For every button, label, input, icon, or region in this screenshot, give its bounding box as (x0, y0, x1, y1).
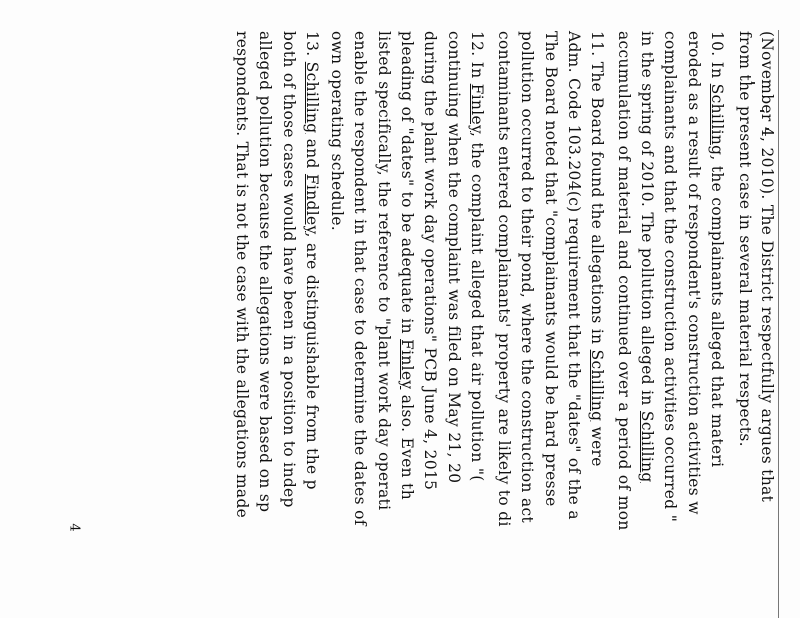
body-text-line (661, 31, 679, 522)
body-text-line (421, 31, 439, 490)
page-number: 4 (66, 523, 82, 532)
text-run: pleading of "dates" to be adequate in (398, 31, 416, 340)
body-text-line (518, 31, 536, 523)
text-run: 12. In (468, 31, 486, 84)
body-text-line (495, 31, 513, 527)
body-text-line (303, 31, 321, 490)
text-run: during the plant work day operations" PCB June 4, 2015 (421, 31, 439, 491)
text-run: accumulation of material and continued over a period of mon (615, 31, 633, 531)
text-run: complainants and that the construction activities occurred " (661, 31, 679, 523)
case-name-underlined: Finley (398, 339, 416, 390)
body-text-line (445, 31, 463, 483)
text-run: listed specifically, the reference to "plant work day operati (375, 31, 393, 511)
text-run: were (588, 421, 606, 467)
text-run: The Board noted that "complainants would be hard presse (542, 31, 560, 507)
case-name-underlined: Finley (468, 83, 486, 132)
body-text-line (328, 31, 346, 231)
text-run: Adm. Code 103.204(c) requirement that the "dates" of the a (565, 31, 583, 520)
body-text-line (468, 31, 486, 482)
text-run: contaminants entered complainants' property are likely to di (495, 31, 513, 527)
body-text-line (736, 31, 754, 447)
text-run: in the spring of 2010. The pollution alleged in (638, 31, 656, 411)
body-text-line (351, 31, 369, 526)
body-text-line (542, 31, 560, 507)
text-run: both of those cases would have been in a position to indep (280, 31, 298, 508)
body-text-line (256, 31, 274, 512)
case-name-underlined: Findley (303, 173, 321, 233)
body-text-line (375, 31, 393, 510)
body-text-line (280, 31, 298, 508)
body-text-line (233, 31, 251, 518)
text-run: from the present case in several material respects. (736, 31, 754, 447)
case-name-underlined: Schilling (588, 349, 606, 422)
text-run: alleged pollution because the allegations were based on sp (256, 31, 274, 513)
text-run: , the complaint alleged that air pollution "( (468, 132, 486, 482)
document-text-block (176, 31, 776, 618)
body-text-line (565, 31, 583, 520)
text-run: , the complainants alleged that materi (708, 155, 726, 468)
body-text-line (638, 31, 656, 483)
text-run: (November 4, 2010). The District respectfully argues that (758, 31, 776, 503)
body-text-line (708, 31, 726, 467)
text-run: 10. In (708, 31, 726, 84)
text-run: , are distinguishable from the p (303, 232, 321, 490)
body-text-line (398, 31, 416, 500)
text-run: enable the respondent in that case to determine the dates of (351, 31, 369, 526)
body-text-line (685, 31, 703, 515)
text-run: and (303, 133, 321, 174)
body-text-line (758, 31, 776, 502)
case-name-underlined: Schilling (638, 410, 656, 483)
text-run: pollution occurred to their pond, where the construction act (518, 31, 536, 523)
text-run: respondents. That is not the case with the allegations made (233, 31, 251, 519)
text-run: 11. The Board found the allegations in (588, 31, 606, 350)
body-text-line (588, 31, 606, 467)
text-run: own operating schedule. (328, 31, 346, 232)
text-run: 13. (303, 31, 321, 62)
case-name-underlined: Schilling (303, 61, 321, 134)
scan-edge-line (778, 30, 779, 618)
body-text-line (615, 31, 633, 531)
case-name-underlined: Schilling (708, 83, 726, 156)
text-run: continuing when the complaint was filed on May 21, 20 (445, 31, 463, 484)
text-run: eroded as a result of respondent's construction activities w (685, 31, 703, 515)
text-run: also. Even th (398, 389, 416, 500)
